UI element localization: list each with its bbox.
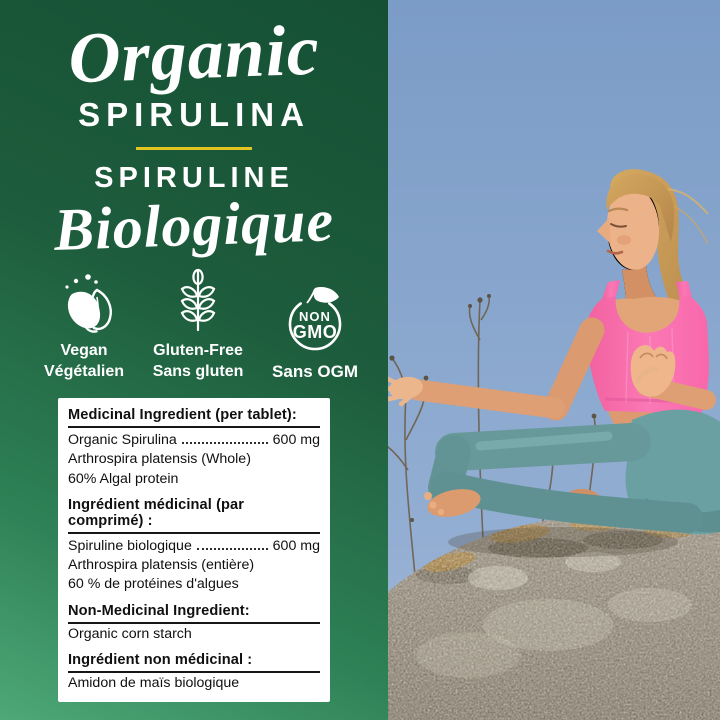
ingredient-name: Spiruline biologique [68,538,192,555]
spirulina-title: SPIRULINA [78,96,310,134]
facts-card [58,398,330,702]
fact-line: Arthrospira platensis (Whole) [68,451,251,468]
fact-section-medicinal-fr [68,497,320,594]
title-divider [136,147,252,150]
photo-panel [388,0,720,720]
ingredient-row [68,538,320,555]
non-gmo-badge-icon [278,282,352,354]
ingredient-row [68,432,320,449]
leaf-icon [53,270,115,334]
ingredient-value: 600 mg [272,432,320,449]
fact-heading: Ingrédient non médicinal : [68,652,320,673]
ingredient-value: 600 mg [272,538,320,555]
fact-heading: Non-Medicinal Ingredient: [68,603,320,624]
fact-section-nonmedicinal-en [68,603,320,643]
seated-shadow [448,527,678,557]
fact-line: Amidon de maïs biologique [68,675,240,692]
non-gmo-text-bottom: GMO [292,321,338,342]
vegan-label [44,341,124,382]
fact-heading: Medicinal Ingredient (per tablet): [68,407,320,428]
gluten-free-label-en: Gluten-Free [153,342,243,360]
vegan-label-en: Vegan [60,342,108,360]
vegan-label-fr: Végétalien [44,362,125,380]
fact-line: Organic corn starch [68,625,192,642]
gluten-free-label-fr: Sans gluten [152,362,244,380]
biologique-script-title: Biologique [52,187,336,264]
non-gmo-text-top: NON [299,308,331,324]
dotted-leader [182,442,268,444]
fact-heading: Ingrédient médicinal (par comprimé) : [68,497,320,534]
fact-line: 60 % de protéines d'algues [68,576,239,593]
fact-line: 60% Algal protein [68,470,179,487]
wheat-icon [166,268,230,334]
spiruline-title: SPIRULINE [94,162,294,195]
gluten-free-badge [153,268,244,382]
fact-section-medicinal-en [68,407,320,488]
organic-script-title: Organic [67,9,321,99]
dotted-leader [197,548,268,550]
badges-row [0,280,388,382]
vegan-badge [44,270,124,382]
ingredient-name: Organic Spirulina [68,432,177,449]
non-gmo-badge [272,282,358,383]
non-gmo-label: Sans OGM [272,361,358,381]
meditation-photo [388,0,720,720]
gluten-free-label [153,341,244,382]
fact-section-nonmedicinal-fr [68,652,320,692]
fact-line: Arthrospira platensis (entière) [68,557,255,574]
